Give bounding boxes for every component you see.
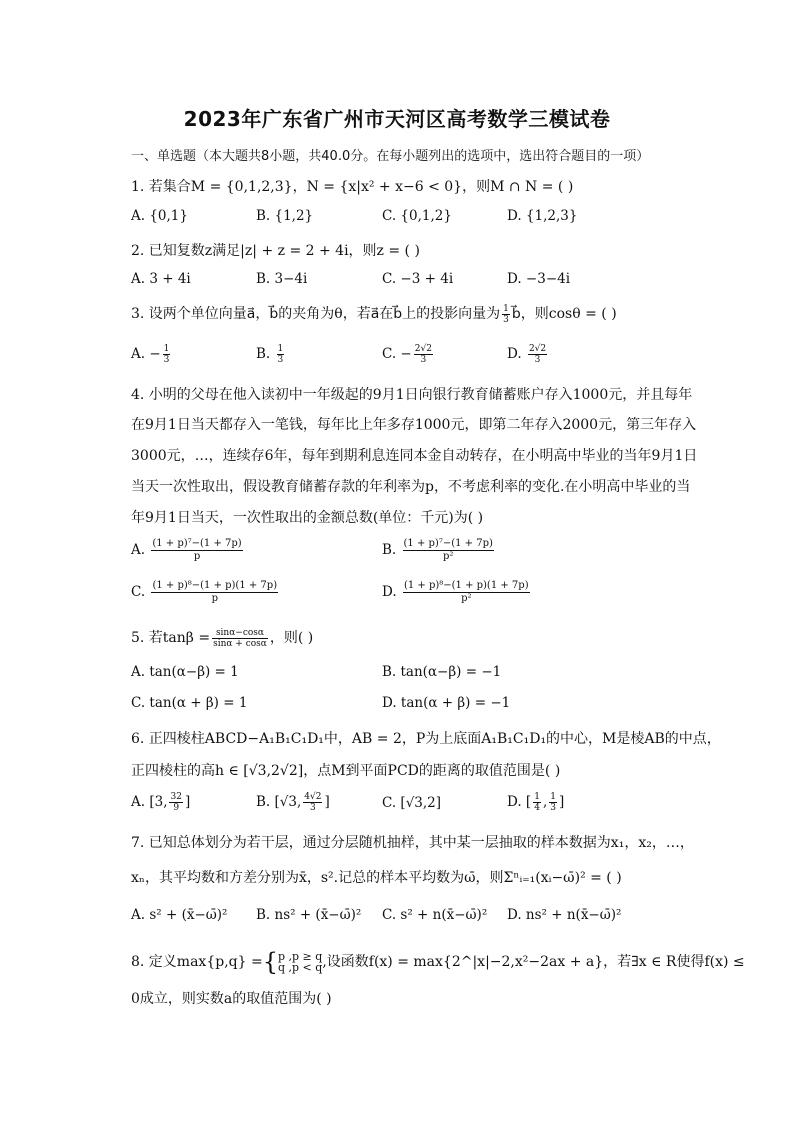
option-label: B. [382,542,397,558]
question-4-option-a [131,538,245,563]
fraction-denominator: p [211,593,218,604]
question-3-option-a [131,344,172,365]
question-7-line-1: 7. 已知总体划分为若干层，通过分层随机抽样，其中某一层抽取的样本数据为x₁，x₂，…， [131,835,694,851]
fraction-denominator: p [193,551,201,562]
option-fraction [303,792,322,813]
question-4-line-5: 年9月1日当天，一次性取出的金额总数(单位：千元)为( ) [131,510,484,526]
option-label: A. − [131,346,161,362]
option-fraction-2 [549,792,557,813]
fraction-denominator: 3 [503,314,509,325]
fraction-denominator: 3 [550,803,556,813]
option-label: B. [256,346,275,362]
option-label: D. [507,346,526,362]
question-1-option-b: B. {1,2} [256,208,314,224]
option-label: A. [3, [131,794,168,810]
question-6-option-d [507,792,564,813]
question-4-option-d [382,580,532,605]
question-4-line-2: 在9月1日当天都存入一笔钱，每年比上年多存1000元，即第二年存入2000元，第三年存入 [131,417,697,433]
fraction-denominator: 3 [277,355,284,365]
question-1-option-a: A. {0,1} [131,208,188,224]
piecewise-top: p ,p ≥ q [277,950,323,963]
question-5-option-c: C. tan(α + β) = 1 [131,695,248,711]
question-5-stem [131,627,313,649]
option-fraction [151,580,278,605]
option-label: B. [√3, [256,794,302,810]
fraction-numerator: 2√2 [414,344,432,354]
option-label: D. [ [507,794,532,810]
question-7-option-b: B. ns² + (x̄−ω̄)² [256,907,362,923]
option-fraction [151,538,242,563]
fraction-numerator: (1 + p)⁸−(1 + p)(1 + 7p) [403,580,529,591]
question-4-line-4: 当天一次性取出，假设教育储蓄存款的年利率为p，不考虑利率的变化.在小明高中毕业的当 [131,479,691,495]
question-2-option-b: B. 3−4i [256,271,308,287]
question-5-stem-fraction [212,628,268,649]
question-8-line-2: 0成立，则实数a的取值范围为( ) [131,991,332,1007]
question-5-stem-pre: 5. 若tanβ = [131,630,211,646]
fraction-numerator: 1 [503,303,509,314]
fraction-numerator: (1 + p)⁷−(1 + 7p) [152,538,242,549]
question-6-option-b [256,792,330,813]
question-5-option-d: D. tan(α + β) = −1 [382,695,511,711]
question-4-option-b [382,538,496,563]
option-fraction [277,344,285,365]
fraction-denominator: sinα + cosα [213,638,267,649]
fraction-denominator: 3 [420,355,427,365]
fraction-numerator: sinα−cosα [212,628,268,639]
question-8-stem-post: ,设函数f(x) = max{2^|x|−2,x²−2ax + a}，若∃x ∈ R使得f(x) ≤ [322,954,745,970]
option-label: C. − [382,346,412,362]
option-label: A. [131,542,146,558]
fraction-numerator: 1 [534,792,540,802]
fraction-numerator: 2√2 [528,344,547,354]
option-suffix: ] [558,794,565,810]
fraction-numerator: (1 + p)⁸−(1 + p)(1 + 7p) [152,580,278,591]
question-8-stem-pre: 8. 定义max{p,q} = [131,954,263,970]
question-2-stem: 2. 已知复数z满足|z| + z = 2 + 4i，则z = ( ) [131,243,420,259]
piecewise-brace-icon: { [262,948,278,976]
question-2-option-d: D. −3−4i [507,271,571,287]
fraction-denominator: 9 [173,803,180,813]
option-fraction [163,344,171,365]
piecewise-definition [278,951,322,973]
fraction-denominator: p² [442,551,454,562]
question-3-option-c [382,344,435,365]
piecewise-bottom: q ,p < q [277,961,323,974]
question-2-option-c: C. −3 + 4i [382,271,454,287]
option-suffix: ] [184,794,191,810]
question-1-stem: 1. 若集合M = {0,1,2,3}，N = {x|x² + x−6 < 0}，则M ∩ N = ( ) [131,179,574,195]
question-3-stem [131,303,617,325]
option-label: D. [382,584,397,600]
fraction-denominator: 3 [534,355,541,365]
question-5-option-a: A. tan(α−β) = 1 [131,664,239,680]
fraction-denominator: 3 [309,803,316,813]
question-5-stem-post: ，则( ) [269,630,314,646]
question-4-line-1: 4. 小明的父母在他入读初中一年级起的9月1日向银行教育储蓄账户存入1000元，并且每年 [131,387,693,403]
question-6-option-c: C. [√3,2] [382,795,442,811]
question-6-option-a [131,792,190,813]
question-3-stem-pre: 3. 设两个单位向量a⃗，b⃗的夹角为θ，若a⃗在b⃗上的投影向量为 [131,306,501,322]
question-6-line-1: 6. 正四棱柱ABCD−A₁B₁C₁D₁中，AB = 2，P为上底面A₁B₁C₁D₁的中心，M是棱AB的中点， [131,731,721,747]
fraction-denominator: p² [461,593,472,604]
option-label: C. [131,584,146,600]
question-8-stem [131,948,745,976]
fraction-numerator: 1 [550,792,556,802]
question-7-option-d: D. ns² + n(x̄−ω̄)² [507,907,622,923]
option-separator: , [542,794,548,810]
fraction-denominator: 3 [163,355,170,365]
fraction-numerator: 1 [277,344,284,354]
question-7-option-a: A. s² + (x̄−ω̄)² [131,907,228,923]
fraction-numerator: 32 [170,792,182,802]
option-fraction [533,792,541,813]
section-header: 一、单选题（本大题共8小题，共40.0分。在每小题列出的选项中，选出符合题目的一项） [131,149,650,164]
question-7-line-2: xₙ，其平均数和方差分别为x̄，s².记总的样本平均数为ω̄，则Σⁿᵢ₌₁(xᵢ−ω̄)² = ( ) [131,870,622,886]
option-fraction [403,538,494,563]
fraction-numerator: 4√2 [304,792,322,802]
fraction-numerator: (1 + p)⁷−(1 + 7p) [403,538,493,549]
question-4-option-c [131,580,280,605]
question-1-option-d: D. {1,2,3} [507,208,578,224]
question-4-line-3: 3000元，…，连续存6年，每年到期利息连同本金自动转存，在小明高中毕业的当年9月1日 [131,448,698,464]
question-3-option-d [507,344,549,365]
question-6-line-2: 正四棱柱的高h ∈ [√3,2√2]，点M到平面PCD的距离的取值范围是( ) [131,763,561,779]
question-5-option-b: B. tan(α−β) = −1 [382,664,502,680]
question-2-option-a: A. 3 + 4i [131,271,191,287]
question-3-stem-post: b⃗，则cosθ = ( ) [511,306,617,322]
option-suffix: ] [324,794,330,810]
option-fraction [169,792,182,813]
question-1-option-c: C. {0,1,2} [382,208,452,224]
option-fraction [403,580,530,605]
question-3-option-b [256,344,286,365]
question-3-stem-fraction [502,304,510,325]
exam-title: 2023年广东省广州市天河区高考数学三模试卷 [183,107,611,131]
fraction-denominator: 4 [534,803,540,813]
option-fraction [528,344,547,365]
question-7-option-c: C. s² + n(x̄−ω̄)² [382,907,488,923]
option-fraction [414,344,433,365]
fraction-numerator: 1 [163,344,170,354]
